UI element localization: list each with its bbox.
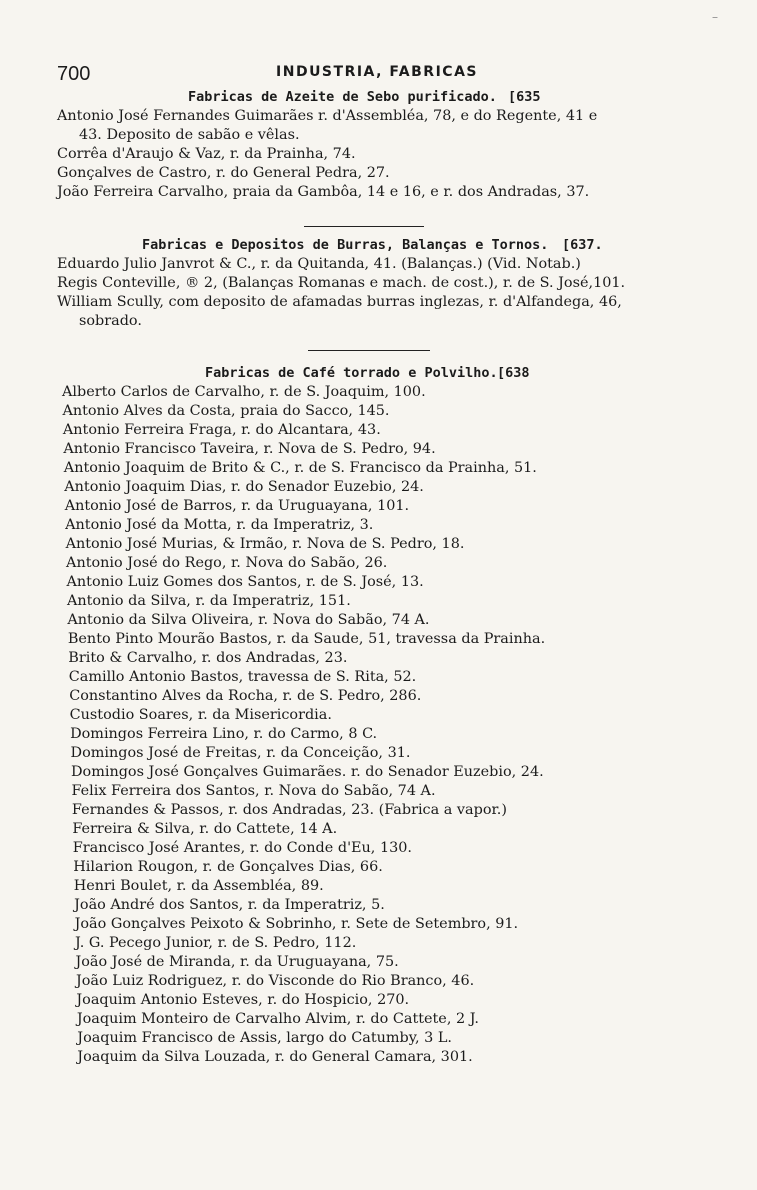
section-title-text: Fabricas de Azeite de Sebo purificado.	[188, 89, 497, 105]
list-item: João Luiz Rodriguez, r. do Visconde do Rio Branco, 46.	[75, 973, 475, 989]
list-item: Antonio da Silva Oliveira, r. Nova do Sabão, 74 A.	[67, 612, 430, 628]
list-item: Antonio da Silva, r. da Imperatriz, 151.	[66, 593, 351, 609]
list-item: Domingos José Gonçalves Guimarães. r. do Senador Euzebio, 24.	[71, 764, 544, 780]
list-item: sobrado.	[79, 313, 142, 329]
list-item: Custodio Soares, r. da Misericordia.	[69, 707, 332, 723]
section-title-text: Fabricas e Depositos de Burras, Balanças e Tornos.	[142, 237, 549, 253]
list-item: Gonçalves de Castro, r. do General Pedra, 27.	[57, 165, 390, 181]
list-item: Joaquim Antonio Esteves, r. do Hospicio, 270.	[76, 992, 410, 1008]
list-item: Ferreira & Silva, r. do Cattete, 14 A.	[72, 821, 338, 837]
list-item: Brito & Carvalho, r. dos Andradas, 23.	[68, 650, 348, 666]
list-item: Constantino Alves da Rocha, r. de S. Pedro, 286.	[69, 688, 422, 704]
list-item: Joaquim da Silva Louzada, r. do General Camara, 301.	[77, 1049, 473, 1065]
list-item: Antonio Luiz Gomes dos Santos, r. de S. José, 13.	[66, 574, 424, 590]
list-item: João André dos Santos, r. da Imperatriz, 5.	[74, 897, 385, 913]
section-azeite-sebo	[0, 88, 757, 202]
list-item: Antonio José Murias, & Irmão, r. Nova de S. Pedro, 18.	[65, 536, 465, 552]
page-number: 700	[57, 63, 91, 85]
page-header	[57, 62, 697, 86]
list-item: Domingos José de Freitas, r. da Conceição, 31.	[70, 745, 411, 761]
section-number: [637.	[562, 237, 603, 253]
section-divider	[308, 350, 430, 351]
list-item: Camillo Antonio Bastos, travessa de S. Rita, 52.	[68, 669, 417, 685]
list-item: Bento Pinto Mourão Bastos, r. da Saude, 51, travessa da Prainha.	[67, 631, 546, 647]
section-title-text: Fabricas de Café torrado e Polvilho.	[205, 365, 498, 381]
list-item: Joaquim Francisco de Assis, largo do Catumby, 3 L.	[77, 1030, 452, 1046]
section-title	[0, 88, 757, 107]
list-item: Antonio Alves da Costa, praia do Sacco, 145.	[62, 403, 390, 419]
section-burras-balancas	[0, 236, 757, 331]
list-item: Hilarion Rougon, r. de Gonçalves Dias, 66.	[73, 859, 383, 875]
list-item: Antonio Joaquim de Brito & C., r. de S. Francisco da Prainha, 51.	[63, 460, 537, 476]
list-item: Regis Conteville, ® 2, (Balanças Romanas e mach. de cost.), r. de S. José,101.	[57, 275, 626, 291]
list-item: William Scully, com deposito de afamadas burras inglezas, r. d'Alfandega, 46,	[57, 294, 622, 310]
entry-list	[0, 383, 757, 1067]
list-item: Domingos Ferreira Lino, r. do Carmo, 8 C.	[70, 726, 378, 742]
list-item: João Gonçalves Peixoto & Sobrinho, r. Sete de Setembro, 91.	[74, 916, 519, 932]
list-item: Antonio José Fernandes Guimarães r. d'Assembléa, 78, e do Regente, 41 e	[57, 108, 598, 124]
section-divider	[304, 226, 424, 227]
list-item: Francisco José Arantes, r. do Conde d'Eu, 130.	[72, 840, 412, 856]
list-item: João Ferreira Carvalho, praia da Gambôa, 14 e 16, e r. dos Andradas, 37.	[57, 184, 590, 200]
list-item: Alberto Carlos de Carvalho, r. de S. Joaquim, 100.	[62, 384, 426, 400]
running-head: INDUSTRIA, FABRICAS	[276, 64, 478, 80]
list-item: João José de Miranda, r. da Uruguayana, 75.	[75, 954, 399, 970]
section-number: [638	[497, 365, 530, 381]
section-cafe-polvilho	[0, 364, 757, 1067]
section-title	[0, 236, 757, 255]
list-item: Eduardo Julio Janvrot & C., r. da Quitanda, 41. (Balanças.) (Vid. Notab.)	[57, 256, 581, 272]
section-number: [635	[508, 89, 541, 105]
list-item: Antonio Ferreira Fraga, r. do Alcantara, 43.	[62, 422, 381, 438]
list-item: Antonio José do Rego, r. Nova do Sabão, 26.	[66, 555, 388, 571]
scan-mark: –	[712, 10, 718, 24]
list-item: Antonio Francisco Taveira, r. Nova de S. Pedro, 94.	[63, 441, 436, 457]
list-item: Henri Boulet, r. da Assembléa, 89.	[73, 878, 324, 894]
list-item: Corrêa d'Araujo & Vaz, r. da Prainha, 74.	[57, 146, 356, 162]
list-item: Joaquim Monteiro de Carvalho Alvim, r. do Cattete, 2 J.	[76, 1011, 479, 1027]
list-item: J. G. Pecego Junior, r. de S. Pedro, 112.	[75, 935, 357, 951]
list-item: Felix Ferreira dos Santos, r. Nova do Sabão, 74 A.	[71, 783, 436, 799]
list-item: Antonio José de Barros, r. da Uruguayana, 101.	[64, 498, 410, 514]
list-item: Antonio José da Motta, r. da Imperatriz, 3.	[65, 517, 374, 533]
list-item: Antonio Joaquim Dias, r. do Senador Euzebio, 24.	[64, 479, 424, 495]
list-item: Fernandes & Passos, r. dos Andradas, 23. (Fabrica a vapor.)	[71, 802, 507, 818]
list-item: 43. Deposito de sabão e vêlas.	[79, 127, 300, 143]
section-title	[0, 364, 757, 383]
